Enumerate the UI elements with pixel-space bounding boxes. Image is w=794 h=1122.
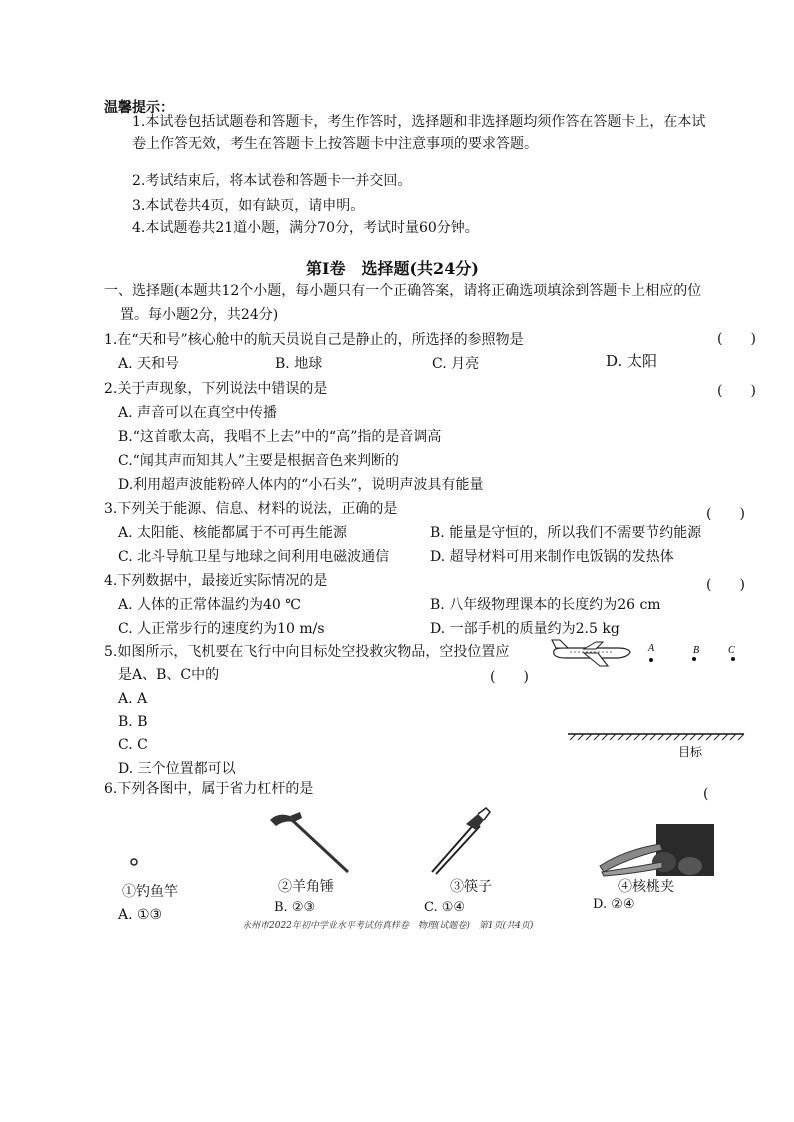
notice-item-4: 4.本试题卷共21道小题，满分70分，考试时量60分钟。: [132, 220, 479, 236]
question-5-stem: 5.如图所示，飞机要在飞行中向目标处空投救灾物品，空投位置应: [104, 644, 510, 660]
q6-caption-nutcracker: ④核桃夹: [618, 879, 674, 895]
question-4-answer-paren: ( ): [706, 577, 745, 593]
question-3-stem: 3.下列关于能源、信息、材料的说法，正确的是: [104, 501, 398, 517]
point-c-label: C: [728, 645, 735, 656]
question-4-stem: 4.下列数据中，最接近实际情况的是: [104, 573, 328, 589]
q6-caption-chopsticks: ③筷子: [450, 879, 492, 895]
question-6-option-a: A. ①③: [118, 907, 163, 923]
question-6-answer-paren-open: (: [703, 786, 709, 802]
claw-hammer-icon: [270, 812, 348, 872]
question-4-option-c: C. 人正常步行的速度约为10 m/s: [118, 621, 325, 637]
question-6-option-c: C. ①④: [424, 900, 466, 915]
point-c-dot: [731, 657, 735, 661]
question-3-option-d: D. 超导材料可用来制作电饭锅的发热体: [430, 549, 674, 565]
notice-item-1-cont: 卷上作答无效，考生在答题卡上按答题卡中注意事项的要求答题。: [132, 136, 538, 152]
question-4-option-b: B. 八年级物理课本的长度约为26 cm: [430, 597, 661, 613]
question-4-option-d: D. 一部手机的质量约为2.5 kg: [430, 621, 620, 637]
ground-hatching: [570, 734, 744, 740]
section-instructions-line2: 置。每小题2分，共24分): [120, 307, 279, 323]
section-instructions-line1: 一、选择题(本题共12个小题，每小题只有一个正确答案，请将正确选项填涂到答题卡上相应的位: [104, 283, 702, 299]
question-1-option-c: C. 月亮: [432, 356, 480, 372]
point-b-label: B: [693, 645, 700, 656]
airplane-drop-figure: [548, 636, 748, 766]
fishing-rod-figure: [126, 854, 146, 874]
q6-caption-fishing-rod: ①钓鱼竿: [122, 884, 178, 900]
question-6-option-b: B. ②③: [274, 900, 316, 915]
point-a-dot: [649, 658, 653, 662]
question-6-option-d: D. ②④: [593, 897, 635, 912]
question-4-option-a: A. 人体的正常体温约为40 ℃: [118, 597, 301, 613]
question-3-option-c: C. 北斗导航卫星与地球之间利用电磁波通信: [118, 549, 390, 565]
question-5-option-b: B. B: [118, 714, 148, 730]
target-label: 目标: [678, 745, 703, 759]
page-footer: 永州市2022年初中学业水平考试仿真样卷 物理(试题卷) 第1页(共4页): [242, 921, 534, 931]
question-2-option-c: C.“闻其声而知其人”主要是根据音色来判断的: [118, 453, 399, 469]
airplane-icon: [552, 640, 630, 666]
question-2-answer-paren: ( ): [717, 383, 756, 399]
question-6-stem: 6.下列各图中，属于省力杠杆的是: [104, 781, 314, 797]
notice-heading: 温馨提示：: [104, 100, 174, 116]
question-1-option-d: D. 太阳: [606, 352, 658, 370]
question-1-option-b: B. 地球: [275, 356, 323, 372]
question-5-option-c: C. C: [118, 737, 148, 753]
question-2-option-a: A. 声音可以在真空中传播: [118, 405, 278, 421]
question-2-option-b: B.“这首歌太高，我唱不上去”中的“高”指的是音调高: [118, 429, 442, 445]
question-1-stem: 1.在“天和号”核心舱中的航天员说自己是静止的，所选择的参照物是: [104, 332, 524, 348]
notice-item-2: 2.考试结束后，将本试卷和答题卡一并交回。: [132, 173, 412, 189]
question-3-option-b: B. 能量是守恒的，所以我们不需要节约能源: [430, 525, 702, 541]
question-5-option-d: D. 三个位置都可以: [118, 761, 236, 777]
nutcracker-icon: [600, 824, 714, 876]
question-5-stem-cont: 是A、B、C中的: [118, 667, 220, 683]
chopsticks-icon: [432, 808, 490, 874]
point-a-label: A: [648, 643, 655, 654]
notice-item-3: 3.本试卷共4页，如有缺页，请申明。: [132, 198, 365, 214]
section-title: 第Ⅰ卷 选择题(共24分): [306, 259, 479, 278]
q6-caption-claw-hammer: ②羊角锤: [278, 879, 334, 895]
question-5-option-a: A. A: [118, 691, 148, 707]
claw-hammer-figure: [264, 808, 354, 878]
question-3-option-a: A. 太阳能、核能都属于不可再生能源: [118, 525, 348, 541]
question-2-stem: 2.关于声现象，下列说法中错误的是: [104, 381, 328, 397]
question-1-option-a: A. 天和号: [118, 356, 180, 372]
question-1-answer-paren: ( ): [717, 331, 756, 347]
notice-item-1: 1.本试卷包括试题卷和答题卡，考生作答时，选择题和非选择题均须作答在答题卡上，在本试: [132, 114, 706, 130]
point-b-dot: [692, 657, 696, 661]
question-3-answer-paren: ( ): [706, 506, 745, 522]
chopsticks-figure: [426, 806, 506, 876]
question-2-option-d: D.利用超声波能粉碎人体内的“小石头”，说明声波具有能量: [118, 477, 484, 493]
question-5-answer-paren: ( ): [490, 669, 529, 685]
nutcracker-figure: [594, 822, 724, 880]
fishing-rod-icon: [131, 859, 137, 865]
